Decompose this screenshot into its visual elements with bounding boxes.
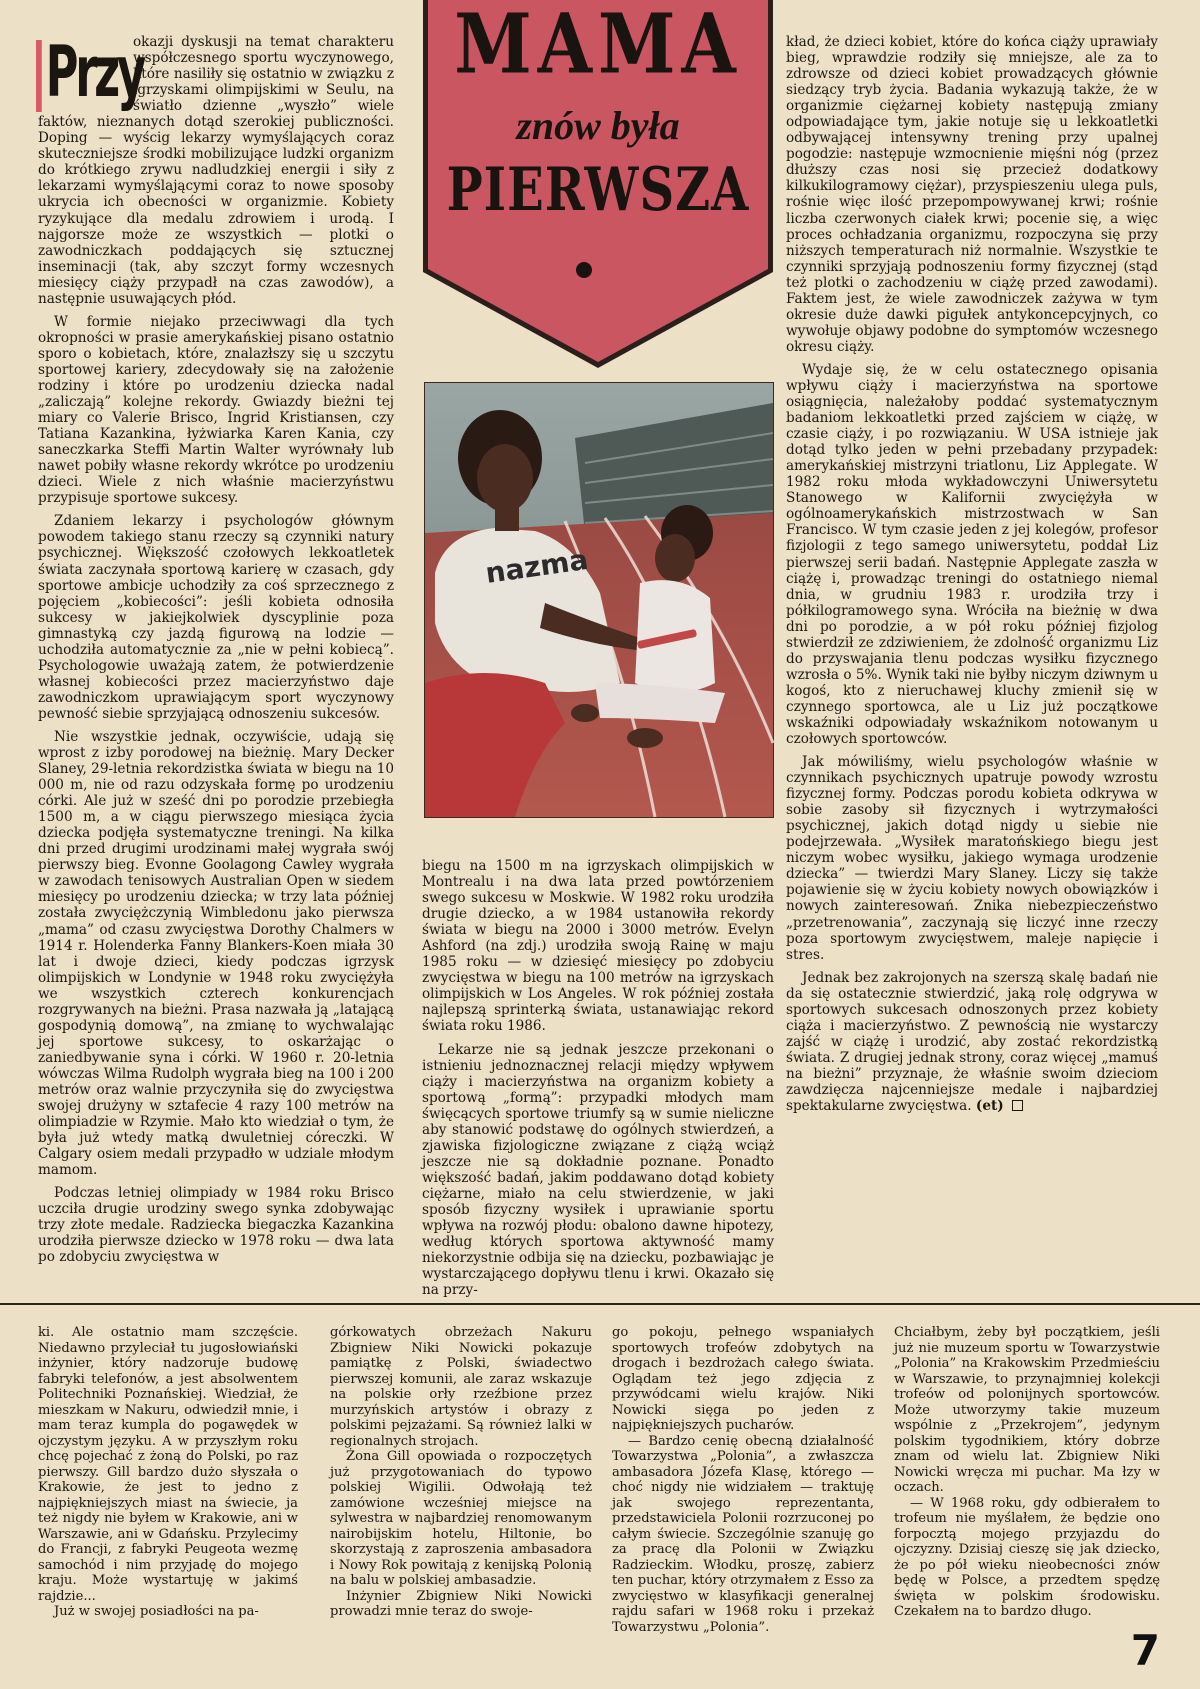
article-paragraph: Jak mówiliśmy, wielu psychologów właśnie w czynnikach psychicznych upatruje powody wzrostu fizycznej formy. Podczas porodu kobieta odkrywa w sobie zasoby sił fizycznych i wytrzymałości psychicznej, jakich dotąd nigdy u siebie nie podejrzewała. „Wysiłek maratońskiego biegu jest niczym wobec wysiłku, jakiego wymaga urodzenie dziecka” — twierdzi Mary Slaney. Liczy się także pojawienie się w życiu kobiety nowych obowiązków i nowych zainteresowań. Znika niebezpieczeństwo „przetrenowania”, zaczynają się liczyć inne rzeczy poza sportowym zwycięstwem, maleje napięcie i stres.: [786, 754, 1158, 963]
article-paragraph: kład, że dzieci kobiet, które do końca ciąży uprawiały bieg, wprawdzie rodziły się mniejsze, ale za to zdrowsze od dzieci kobiet prowadzących głównie siedzący tryb życia. Badania wykazują także, że w organizmie ciężarnej kobiety następują zmiany odpowiadające tym, jakie notuje się u lekkoatletki odbywającej intensywny trening przy upalnej pogodzie: następuje wzmocnienie mięśni nóg (przez dłuższy czas nosi się przecież dodatkowy kilkukilogramowy ciężar), przyspieszeniu ulega puls, rośnie więc ilość przepompowywanej krwi; rośnie liczba czerwonych ciałek krwi; pocenie się, a więc proces ochładzania organizmu, rozpoczyna się przy niższych temperaturach niż normalnie. Wszystkie te czynniki sprzyjają podnoszeniu formy fizycznej (stąd też plotki o zachodzeniu w ciążę przed zawodami). Faktem jest, że wiele zawodniczek zażywa w tym okresie duże dawki pigułek antykoncepcyjnych, co wywołuje objawy podobne do symptomów wczesnego okresu ciąży.: [786, 34, 1158, 355]
article-column-3: [786, 34, 1158, 1284]
article-photo: [424, 382, 774, 818]
article-paragraph-text: Jednak bez zakrojonych na szerszą skalę badań nie da się ostatecznie stwierdzić, jaką rolę odgrywa w sportowych sukcesach odnoszonych przez kobiety ciąża i macierzyństwo. Z pewnością nie wystarczy zajść w ciążę i urodzić, aby zostać rekordzistką świata. Z drugiej jednak strony, coraz więcej „mamuś na bieżni” przyznaje, że właśnie swoim dzieciom zawdzięcza najcenniejsze medale i najbardziej spektakularne zwycięstwa.: [786, 969, 1158, 1115]
article-paragraph: Zdaniem lekarzy i psychologów głównym powodem takiego stanu rzeczy są czynniki natury psychicznej. Większość czołowych lekkoatletek świata zaczynała sportową karierę w czasach, gdy sportowe ambicje uchodziły za coś sprzecznego z pojęciem „kobiecości”: jeśli kobieta odnosiła sukcesy w jakiejkolwiek dyscyplinie poza gimnastyką czy jazdą figurową na lodzie — uchodziła automatycznie za „nie w pełni kobiecą”. Psychologowie uważają zatem, że potwierdzenie własnej kobiecości przez macierzyństwo daje zawodniczkom uprawiającym sport wyczynowy pewność siebie sprzyjającą odnoszeniu sukcesów.: [38, 513, 394, 722]
story-paragraph: ki. Ale ostatnio mam szczęście. Niedawno przyleciał tu jugosłowiański inżynier, który nadzoruje budowę fabryki telefonów, a jest absolwentem Politechniki Poznańskiej. Wiedział, że mieszkam w Nakuru, odwiedził mnie, i mam teraz kumpla do pogawędek w ojczystym języku. A w przyszłym roku chcę pojechać z żoną do Polski, po raz pierwszy. Gill bardzo dużo słyszała o Krakowie, że jest to jedno z najpiękniejszych miast na świecie, ja też nigdy nie byłem w Krakowie, ani w Warszawie, ani w Gdańsku. Przylecimy do Francji, z fabryki Peugeota wezmę samochód i nim przyjadę do mojego kraju. Może wystartuję w jakimś rajdzie...: [38, 1325, 298, 1604]
headline-line-1: MAMA: [454, 0, 742, 93]
headline-line-3: PIERWSZA: [446, 155, 750, 225]
article-paragraph: okazji dyskusji na temat charakteru współczesnego sportu wyczynowego, które nasiliły się ostatnio w związku z igrzyskami olimpijskimi w Seulu, na światło dzienne „wyszło” wiele faktów, nieznanych dotąd szerokiej publiczności. Doping — wyścig lekarzy wymyślających coraz skuteczniejsze środki mobilizujące ludzki organizm do krótkiego zrywu nadludzkiej energii i siły z lekarzami wymyślającymi coraz to nowe sposoby ukrycia ich obecności w organizmie. Kobiety ryzykujące dla medalu zdrowiem i urodą. I najgorsze może ze wszystkich — plotki o zawodniczkach poddających się sztucznej inseminacji (tak, aby szczyt formy wczesnych miesięcy ciąży przypadł na czas zawodów), a następnie usuwających płód.: [38, 34, 394, 307]
story-paragraph: go pokoju, pełnego wspaniałych sportowych trofeów zdobytych na drogach i bezdrożach całego świata. Oglądam też jego zdjęcia z przywódcami wielu krajów. Niki Nowicki sięga po jeden z najpiękniejszych pucharów.: [612, 1325, 874, 1433]
article-column-2: [422, 858, 774, 1299]
article-paragraph: Wydaje się, że w celu ostatecznego opisania wpływu ciąży i macierzyństwa na sportowe osiągnięcia, należałoby poddać systematycznym badaniom lekkoatletki przed zajściem w ciążę, w czasie ciąży, i po rozwiązaniu. W USA istnieje jak dotąd tylko jeden w pełni przebadany przypadek: amerykańskiej mistrzyni triatlonu, Liz Applegate. W 1982 roku młoda wykładowczyni Uniwersytetu Stanowego w Kalifornii zwyciężyła w ogólnoamerykańskich mistrzostwach w San Francisco. W tym czasie jeden z jej kolegów, profesor fizjologii z tego samego uniwersytetu, poddał Liz pierwszej serii badań. Następnie Applegate zaszła w ciążę i, prowadząc treningi do ostatniego niemal dnia, w grudniu 1983 r. urodziła trzy i półkilogramowego syna. Wróciła na bieżnię w dwa dni po porodzie, a w pół roku później fizjolog stwierdził ze zdziwieniem, że zdolność organizmu Liz do przyswajania tlenu podczas wysiłku fizycznego wzrosła o 5%. Wynik taki nie byłby niczym dziwnym u kogoś, kto z nieruchawej kluchy zmienił się w czynnego sportowca, ale u Liz już początkowe wskaźniki odpowiadały wskaźnikom notowanym u czołowych sportowców.: [786, 361, 1158, 748]
shirt-logo: nazma: [483, 542, 591, 590]
article-paragraph: biegu na 1500 m na igrzyskach olimpijskich w Montrealu i na dwa lata przed powtórzeniem swego sukcesu w Moskwie. W 1982 roku urodziła drugie dziecko, a w 1984 ustanowiła rekordy świata w biegu na 2000 i 3000 metrów. Evelyn Ashford (na zdj.) urodziła swoją Rainę w maju 1985 roku — w dziesięć miesięcy po zdobyciu zwycięstwa w biegu na 100 metrów na igrzyskach olimpijskich w Los Angeles. W rok później została najlepszą sprinterką świata, ustanawiając rekord świata roku 1986.: [422, 858, 774, 1035]
story-paragraph: — Bardzo cenię obecną działalność Towarzystwa „Polonia”, a zwłaszcza ambasadora Józefa Klasę, którego — choć nigdy nie widziałem — traktuję jak swojego reprezentanta, przedstawiciela Polonii rozrzuconej po całym świecie. Szczególnie szanuję go za pracę dla Polonii w Związku Radzieckim. Włodku, proszę, zabierz ten puchar, który otrzymałem z Esso za zwycięstwo w klasyfikacji generalnej rajdu safari w 1968 roku i przekaż Towarzystwu „Polonia”.: [612, 1433, 874, 1635]
bottom-column-2: [330, 1325, 592, 1645]
article-column-1: [38, 31, 394, 1284]
section-divider: [0, 1303, 1200, 1305]
article-paragraph: W formie niejako przeciwwagi dla tych okropności w prasie amerykańskiej pisano ostatnio sporo o kobietach, które, znalazłszy się u szczytu sportowej kariery, zdecydowały się na założenie rodziny i które po urodzeniu dziecka nadal „zaliczają” kolejne rekordy. Gwiazdy bieżni tej miary co Valerie Brisco, Ingrid Kristiansen, czy Tatiana Kazankina, łyżwiarka Karen Kania, czy saneczkarka Steffi Martin Walter wyrównały lub nawet pobiły własne rekordy wkrótce po urodzeniu dzieci. Wiele z nich właśnie macierzyństwu przypisuje sportowe sukcesy.: [38, 313, 394, 507]
bottom-column-3: [612, 1325, 874, 1645]
headline-line-2: znów była: [516, 103, 680, 148]
drop-cap: Przy: [36, 40, 97, 112]
article-paragraph: [786, 970, 1158, 1114]
story-paragraph: Inżynier Zbigniew Niki Nowicki prowadzi mnie teraz do swoje-: [330, 1588, 592, 1619]
bottom-column-1: [38, 1325, 298, 1645]
story-paragraph: Chciałbym, żeby był początkiem, jeśli już nie muzeum sportu w Towarzystwie „Polonia” na Krakowskim Przedmieściu w Warszawie, to przynajmniej kolekcji trofeów od polonijnych sportowców. Może utworzymy takie muzeum wspólnie z „Przekrojem”, jedynym polskim tygodnikiem, który dobrze znam od wielu lat. Zbigniew Niki Nowicki wręcza mi puchar. Ma łzy w oczach.: [894, 1325, 1160, 1495]
article-paragraph: Lekarze nie są jednak jeszcze przekonani o istnieniu jednoznacznej relacji między wpływem ciąży i macierzyństwa na organizm kobiety a sportową „formą”: przypadki młodych mam święcących sportowe triumfy są w sumie nieliczne aby stanowić podstawę do ogólnych stwierdzeń, a zjawiska fizjologiczne związane z ciążą wciąż jeszcze nie są dokładnie poznane. Ponadto większość badań, jakim poddawano dotąd kobiety ciężarne, miało na celu stwierdzenie, w jaki sposób fizyczny wysiłek i uprawianie sportu wpływa na rozwój płodu: obalono dawne hipotezy, według których sportowa aktywność mamy niekorzystnie odbija się na dziecku, pozbawiając je wystarczającego dopływu tlenu i krwi. Okazało się na przy-: [422, 1041, 774, 1299]
story-paragraph: Żona Gill opowiada o rozpoczętych już przygotowaniach do typowo polskiej Wigilii. Odwołają też zamówione wcześniej miejsce na sylwestra w najbardziej renomowanym nairobijskim hotelu, Hiltonie, bo skorzystają z zaproszenia ambasadora i Nowy Rok powitają z kenijską Polonią na balu w polskiej ambasadzie.: [330, 1449, 592, 1588]
author-signature: (et): [975, 1098, 1004, 1115]
page-number: 7: [1130, 1626, 1160, 1675]
end-mark-icon: [1012, 1100, 1023, 1111]
story-paragraph: Już w swojej posiadłości na pa-: [54, 1604, 259, 1619]
article-paragraph: Podczas letniej olimpiady w 1984 roku Brisco uczciła drugie urodziny swego synka zdobywając trzy złote medale. Radziecka biegaczka Kazankina urodziła pierwsze dziecko w 1978 roku — dwa lata po zdobyciu zwycięstwa w: [38, 1185, 394, 1266]
headline-banner: [422, 0, 774, 370]
bottom-column-4: [894, 1325, 1160, 1645]
article-paragraph: Nie wszystkie jednak, oczywiście, udają się wprost z izby porodowej na bieżnię. Mary Decker Slaney, 29-letnia rekordzistka świata w biegu na 10 000 m, nie od razu odzyskała formę po urodzeniu córki. Ale już w sześć dni po porodzie przebiegła 1500 m, a w ciągu pierwszego miesiąca życia dziecka podjęła systematyczne treningi. Na kilka dni przed drugimi urodzinami małej wygrała swój pierwszy bieg. Evonne Goolagong Cawley wygrała w zawodach tenisowych Australian Open w siedem miesięcy po urodzeniu dziecka; w trzy lata później została zwyciężczynią Wimbledonu jako pierwsza „mama” od czasu zwycięstwa Dorothy Chalmers w 1914 r. Holenderka Fanny Blankers-Koen miała 30 lat i dwoje dzieci, kiedy podczas igrzysk olimpijskich w Londynie w 1948 roku zwyciężyła we wszystkich czterech konkurencjach rozgrywanych na bieżni. Prasa nazwała ją „latającą gospodynią domową”, na zmianę to wychwalając jej sportowe sukcesy, to oskarżając o zaniedbywanie syna i córki. W 1960 r. 20-letnia wówczas Wilma Rudolph wygrała bieg na 100 i 200 metrów oraz walnie przyczyniła się do zwycięstwa swojej drużyny w sztafecie 4 razy 100 metrów na olimpiadzie w Rzymie. Mało kto wiedział o tym, że była już wtedy matką dwuletniej córeczki. W Calgary osiem medali przypadło w udziale młodym mamom.: [38, 728, 394, 1179]
story-paragraph: górkowatych obrzeżach Nakuru Zbigniew Niki Nowicki pokazuje pamiątkę z Polski, świadectwo pierwszej komunii, ale zaraz wskazuje na polskie orły rzeźbione przez murzyńskich artystów i obrazy z polskimi pejzażami. Są również lalki w regionalnych strojach.: [330, 1325, 592, 1449]
photo-illustration: [425, 383, 773, 817]
story-paragraph: — W 1968 roku, gdy odbierałem to trofeum nie myślałem, że będzie ono forpocztą mojego przyjazdu do ojczyzny. Dzisiaj cieszę się jak dziecko, że po pół wieku nieobecności znów będę w Polsce, a przedtem spędzę święta w polskim środowisku. Czekałem na to bardzo długo.: [894, 1495, 1160, 1619]
bullet-dot-icon: [576, 262, 592, 278]
